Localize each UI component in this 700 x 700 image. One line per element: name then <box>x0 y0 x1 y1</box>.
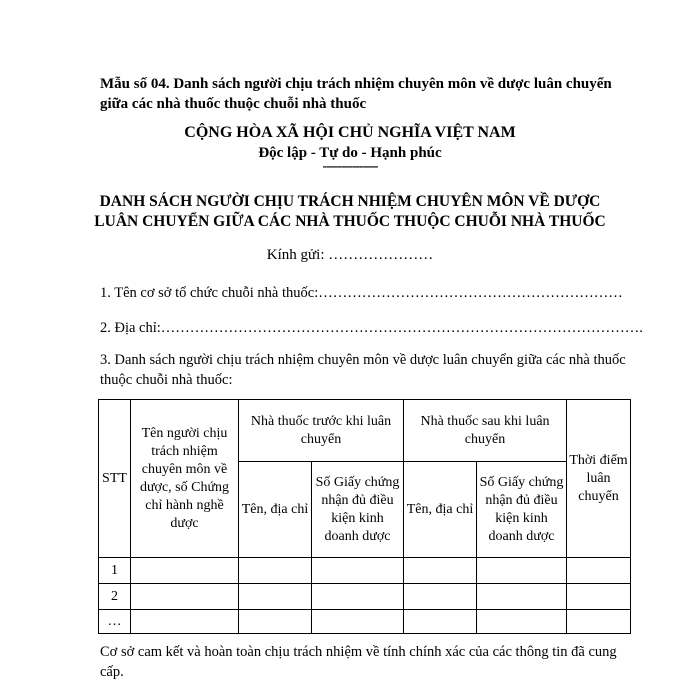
recipient-line: Kính gửi: ………………… <box>266 247 434 263</box>
nation-motto: Độc lập - Tự do - Hạnh phúc <box>258 145 442 161</box>
header-before-group: Nhà thuốc trước khi luân chuyển <box>239 400 404 462</box>
header-stt: STT <box>99 400 131 558</box>
form-title: Mẫu số 04. Danh sách người chịu trách nhiệm chuyên môn về dược luân chuyển giữa các nhà thuốc thuộc chuỗi nhà thuốc <box>100 76 612 112</box>
header-before-cert: Số Giấy chứng nhận đủ điều kiện kinh doanh dược <box>312 462 404 558</box>
table-row <box>99 584 631 610</box>
nation-name: CỘNG HÒA XÃ HỘI CHỦ NGHĨA VIỆT NAM <box>184 124 516 141</box>
row-number: … <box>99 610 131 634</box>
row-number: 1 <box>99 558 131 584</box>
row-number: 2 <box>99 584 131 610</box>
header-after-group: Nhà thuốc sau khi luân chuyển <box>404 400 567 462</box>
header-person: Tên người chịu trách nhiệm chuyên môn về dược, số Chứng chỉ hành nghề dược <box>131 400 239 558</box>
address-field: 2. Địa chỉ:………………………………………………………………………………………. <box>100 320 643 336</box>
table-row <box>99 610 631 634</box>
document-title: DANH SÁCH NGƯỜI CHỊU TRÁCH NHIỆM CHUYÊN MÔN VỀ DƯỢC LUÂN CHUYỂN GIỮA CÁC NHÀ THUỐC THUỘC CHUỖI NHÀ THUỐC <box>94 193 606 230</box>
commitment-statement: Cơ sở cam kết và hoàn toàn chịu trách nhiệm về tính chính xác của các thông tin đã cung cấp. <box>100 644 617 680</box>
header-time: Thời điểm luân chuyển <box>567 400 631 558</box>
header-before-name-address: Tên, địa chỉ <box>239 462 312 558</box>
header-after-cert: Số Giấy chứng nhận đủ điều kiện kinh doanh dược <box>477 462 567 558</box>
transfer-table <box>98 399 631 634</box>
table-row <box>99 558 631 584</box>
header-after-name-address: Tên, địa chỉ <box>404 462 477 558</box>
list-intro: 3. Danh sách người chịu trách nhiệm chuyên môn về dược luân chuyển giữa các nhà thuốc thuộc chuỗi nhà thuốc: <box>100 352 626 388</box>
motto-separator: --------------- <box>322 159 378 174</box>
org-name-field: 1. Tên cơ sở tổ chức chuỗi nhà thuốc:……………………………………………………… <box>100 285 623 301</box>
